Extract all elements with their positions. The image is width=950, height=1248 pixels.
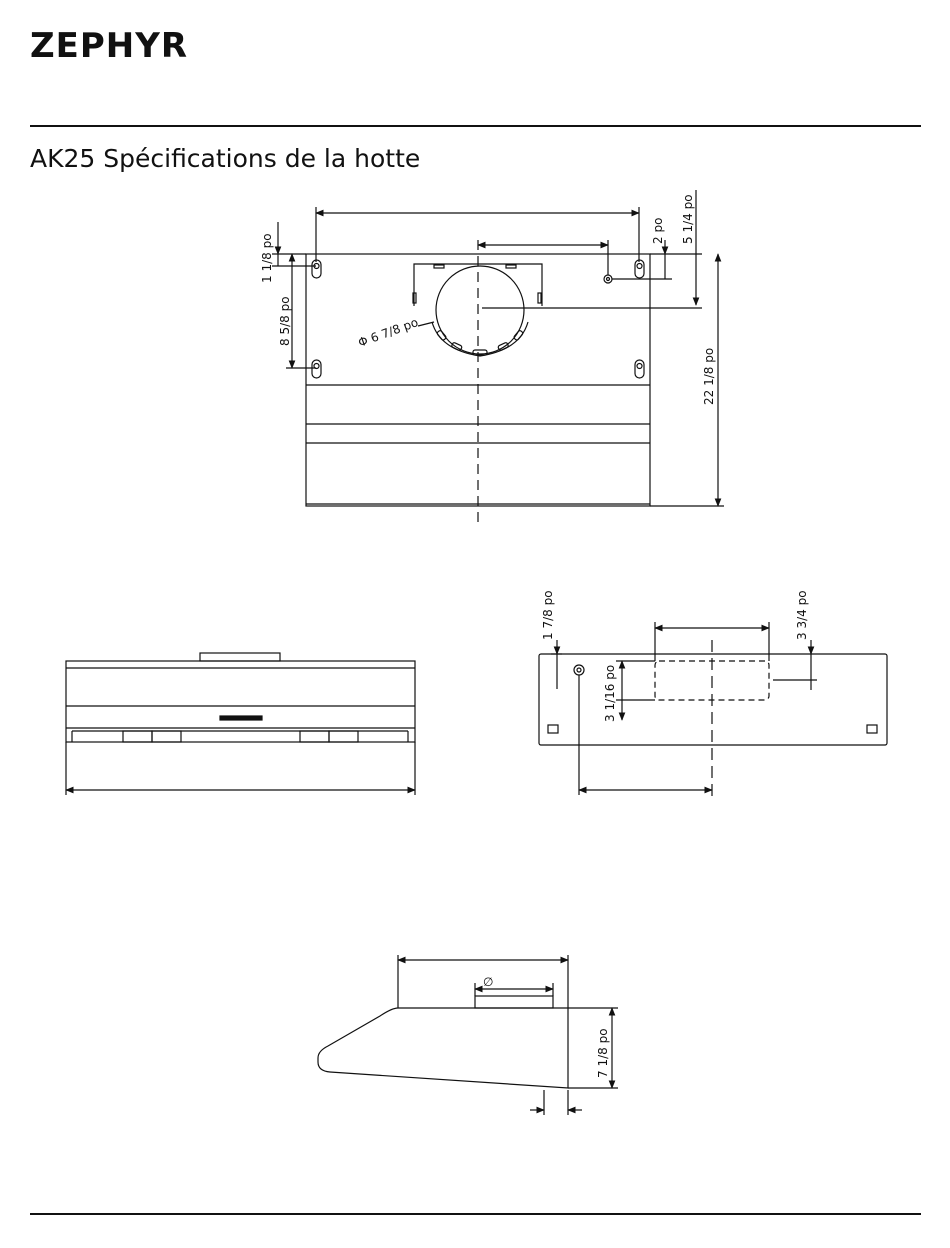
back-view — [539, 622, 887, 800]
dim-3-3-4: 3 3/4 po — [795, 590, 809, 640]
dim-22-1-8: 22 1/8 po — [702, 347, 716, 405]
dim-8-5-8: 8 5/8 po — [278, 296, 292, 346]
front-view — [66, 653, 415, 795]
dim-duct-diameter: Φ 6 7/8 po — [356, 315, 421, 350]
keyhole-slot-bl — [312, 360, 321, 378]
side-view — [318, 955, 618, 1115]
zephyr-logo: ZEPHYR — [30, 26, 189, 66]
back-electrical-hole — [574, 665, 584, 675]
dim-1-1-8: 1 1/8 po — [260, 233, 274, 283]
keyhole-slot-tl — [312, 260, 321, 278]
dim-1-7-8: 1 7/8 po — [541, 590, 555, 640]
side-view-profile — [318, 1008, 568, 1088]
keyhole-slot-br — [635, 360, 644, 378]
keyhole-slot-tr — [635, 260, 644, 278]
dim-5-1-4: 5 1/4 po — [681, 194, 695, 244]
front-view-body — [66, 661, 415, 742]
diameter-symbol: ∅ — [483, 975, 494, 989]
control-panel — [220, 716, 262, 720]
dim-3-1-16: 3 1/16 po — [603, 664, 617, 722]
bottom-divider — [30, 1213, 921, 1215]
dim-2: 2 po — [651, 217, 665, 244]
page-title: AK25 Spécifications de la hotte — [30, 144, 421, 173]
duct-opening — [436, 266, 524, 354]
electrical-knockout — [604, 275, 612, 283]
dim-7-1-8: 7 1/8 po — [596, 1028, 610, 1078]
